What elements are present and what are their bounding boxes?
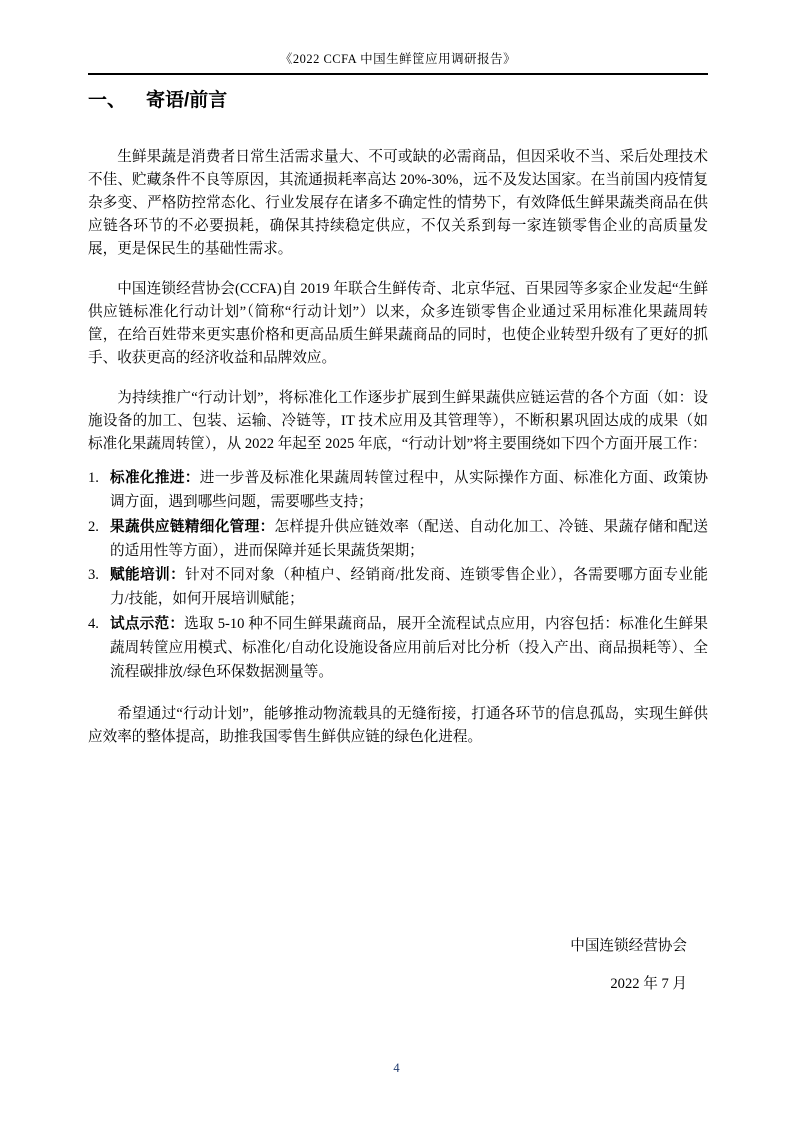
list-item [88,563,708,612]
header-rule [88,73,708,75]
section-heading-text: 寄语/前言 [146,90,228,111]
list-item-text: 进一步普及标准化果蔬周转筐过程中，从实际操作方面、标准化方面、政策协调方面，遇到哪些问题，需要哪些支持； [110,470,708,511]
list-item-text: 选取 5-10 种不同生鲜果蔬商品，展开全流程试点应用，内容包括：标准化生鲜果蔬周转筐应用模式、标准化/自动化设施设备应用前后对比分析（投入产出、商品损耗等）、全流程碳排放/绿色环保数据测量等。 [110,615,708,681]
list-item-label: 赋能培训： [110,567,186,584]
signature-date: 2022 年 7 月 [610,975,687,992]
section-heading [88,88,708,114]
section-heading-number: 一、 [88,90,127,111]
signature-organization: 中国连锁经营协会 [570,937,687,954]
list-item [88,612,708,685]
action-plan-list [88,466,708,685]
paragraph-closing: 希望通过“行动计划”，能够推动物流载具的无缝衔接，打通各环节的信息孤岛，实现生鲜供应效率的整体提高，助推我国零售生鲜供应链的绿色化进程。 [88,705,708,745]
page-footer [0,1061,793,1076]
signature-block [88,935,708,996]
list-item-number: 3. [88,567,99,584]
list-item [88,466,708,515]
list-item-body [110,563,708,612]
list-item-label: 标准化推进： [110,470,200,486]
list-item-number: 1. [88,470,99,486]
paragraph-intro: 生鲜果蔬是消费者日常生活需求量大、不可或缺的必需商品，但因采收不当、采后处理技术不佳、贮藏条件不良等原因，其流通损耗率高达 20%-30%，远不及发达国家。在当前国内疫情复杂多变、严格防控常态化、行业发展存在诸多不确定性的情势下，有效降低生鲜果蔬类商品在供应链各环节的不必要损耗，确保其持续稳定供应，不仅关系到每一家连锁零售企业的高质量发展，更是保民生的基础性需求。 [88,149,708,257]
list-item-text: 怎样提升供应链效率（配送、自动化加工、冷链、果蔬存储和配送的适用性等方面），进而保障并延长果蔬货架期； [110,518,708,559]
list-item [88,515,708,564]
paragraph-action-plan: 为持续推广“行动计划”，将标准化工作逐步扩展到生鲜果蔬供应链运营的各个方面（如：设施设备的加工、包装、运输、冷链等，IT 技术应用及其管理等），不断积累巩固达成的成果（如标准化果蔬周转筐），从 2022 年起至 2025 年底，“行动计划”将主要围绕如下四个方面开展工作： [88,390,708,452]
list-item-body [110,466,708,515]
page-number: 4 [393,1061,400,1075]
list-item-number: 2. [88,518,99,535]
list-item-body [110,515,708,564]
paragraph-ccfa-background: 中国连锁经营协会(CCFA)自 2019 年联合生鲜传奇、北京华冠、百果园等多家企业发起“生鲜供应链标准化行动计划”（简称“行动计划”）以来，众多连锁零售企业通过采用标准化果蔬周转筐，在给百姓带来更实惠价格和更高品质生鲜果蔬商品的同时，也使企业转型升级有了更好的抓手、收获更高的经济收益和品牌效应。 [88,281,708,366]
running-header-title: 《2022 CCFA 中国生鲜筐应用调研报告》 [279,52,517,66]
list-item-body [110,612,708,685]
list-item-label: 果蔬供应链精细化管理： [110,518,275,535]
list-item-label: 试点示范： [110,615,185,632]
list-item-text: 针对不同对象（种植户、经销商/批发商、连锁零售企业），各需要哪方面专业能力/技能，如何开展培训赋能； [110,567,708,608]
list-item-number: 4. [88,615,99,632]
